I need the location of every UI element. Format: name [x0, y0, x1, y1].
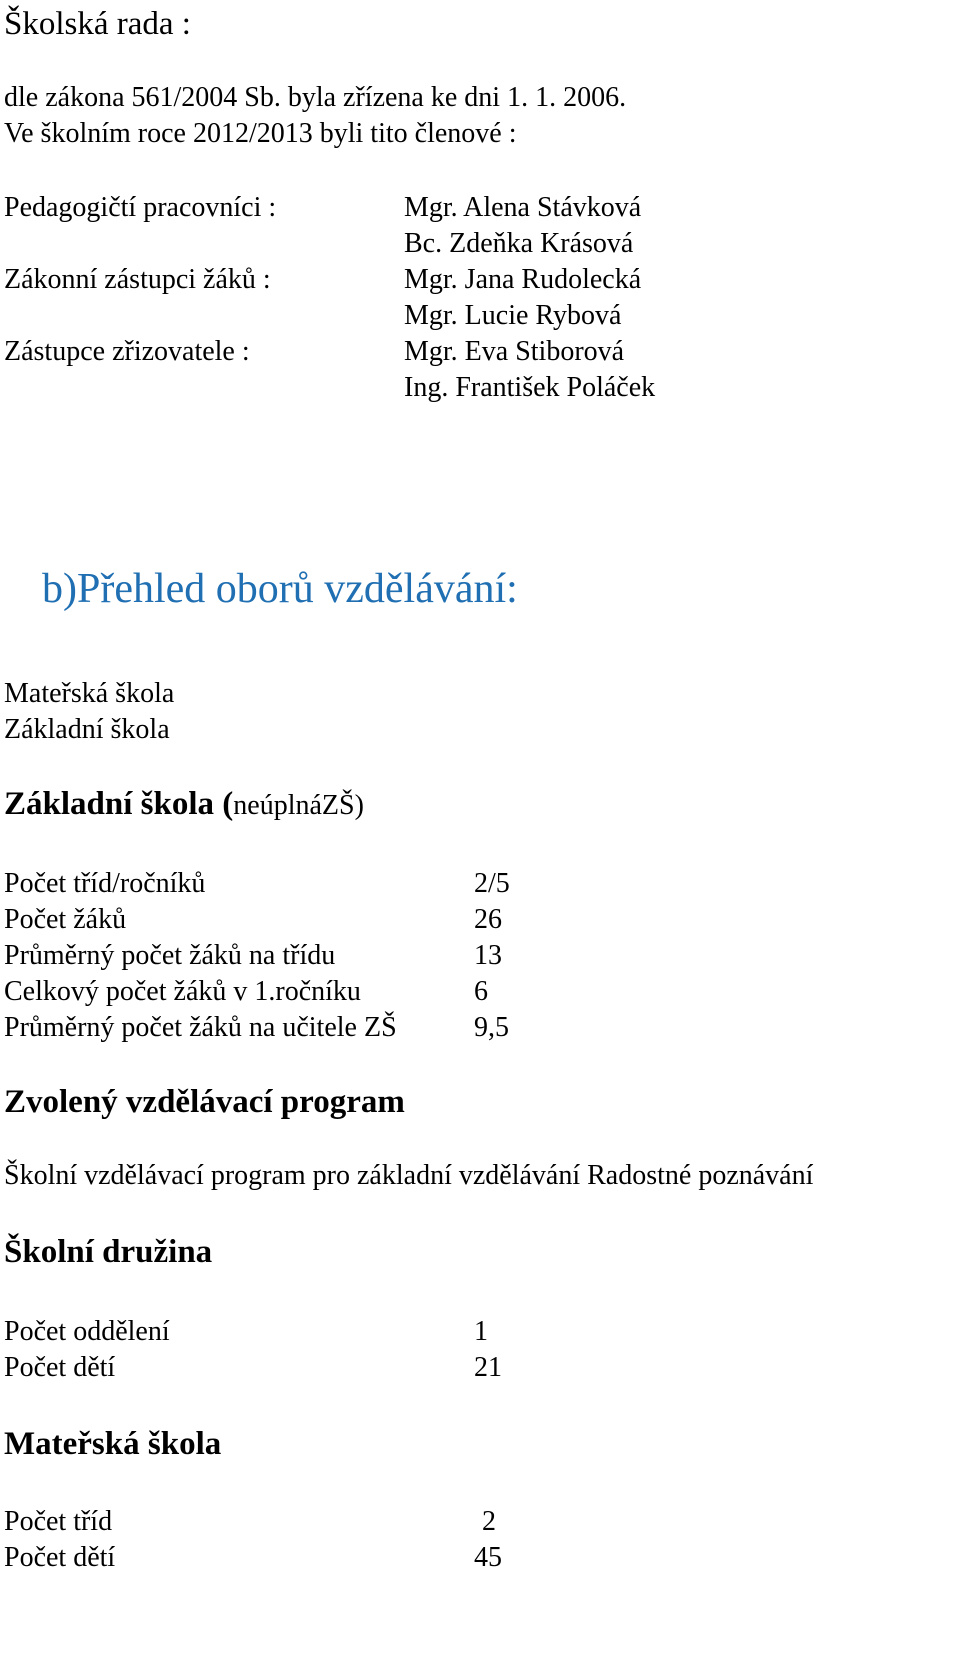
stat-value: 9,5 — [474, 1012, 509, 1043]
field-item: Základní škola — [4, 714, 170, 745]
role-teachers: Pedagogičtí pracovníci : — [4, 192, 277, 223]
stat-label: Počet dětí — [4, 1352, 116, 1383]
stat-label: Počet tříd — [4, 1506, 113, 1537]
role-founder: Zástupce zřizovatele : — [4, 336, 250, 367]
stat-label: Celkový počet žáků v 1.ročníku — [4, 976, 361, 1007]
stat-value: 2 — [482, 1506, 496, 1537]
stat-label: Průměrný počet žáků na třídu — [4, 940, 336, 971]
stat-value: 26 — [474, 904, 502, 935]
stat-label: Počet tříd/ročníků — [4, 868, 206, 899]
member-name: Mgr. Jana Rudolecká — [404, 264, 642, 295]
overview-heading: b)Přehled oborů vzdělávání: — [42, 566, 518, 612]
role-parents: Zákonní zástupci žáků : — [4, 264, 271, 295]
member-name: Ing. František Poláček — [404, 372, 656, 403]
stat-label: Průměrný počet žáků na učitele ZŠ — [4, 1012, 397, 1043]
stat-value: 21 — [474, 1352, 502, 1383]
field-item: Mateřská škola — [4, 678, 175, 709]
member-name: Mgr. Alena Stávková — [404, 192, 642, 223]
druzina-heading: Školní družina — [4, 1234, 213, 1270]
member-name: Mgr. Lucie Rybová — [404, 300, 622, 331]
ms-heading: Mateřská škola — [4, 1426, 222, 1462]
board-heading: Školská rada : — [4, 6, 191, 42]
member-name: Mgr. Eva Stiborová — [404, 336, 625, 367]
stat-value: 6 — [474, 976, 488, 1007]
stat-value: 45 — [474, 1542, 502, 1573]
stat-value: 2/5 — [474, 868, 510, 899]
zs-heading-bold: Základní škola ( — [4, 786, 234, 822]
member-name: Bc. Zdeňka Krásová — [404, 228, 634, 259]
stat-value: 13 — [474, 940, 502, 971]
stat-label: Počet žáků — [4, 904, 127, 935]
zs-heading — [4, 788, 364, 821]
stat-label: Počet oddělení — [4, 1316, 170, 1347]
program-text: Školní vzdělávací program pro základní vzdělávání Radostné poznávání — [4, 1160, 814, 1191]
board-establishment-text: dle zákona 561/2004 Sb. byla zřízena ke dni 1. 1. 2006. — [4, 82, 627, 113]
zs-heading-normal: neúplnáZŠ) — [233, 790, 364, 821]
program-heading: Zvolený vzdělávací program — [4, 1084, 405, 1120]
stat-label: Počet dětí — [4, 1542, 116, 1573]
board-year-text: Ve školním roce 2012/2013 byli tito členové : — [4, 118, 517, 149]
stat-value: 1 — [474, 1316, 488, 1347]
